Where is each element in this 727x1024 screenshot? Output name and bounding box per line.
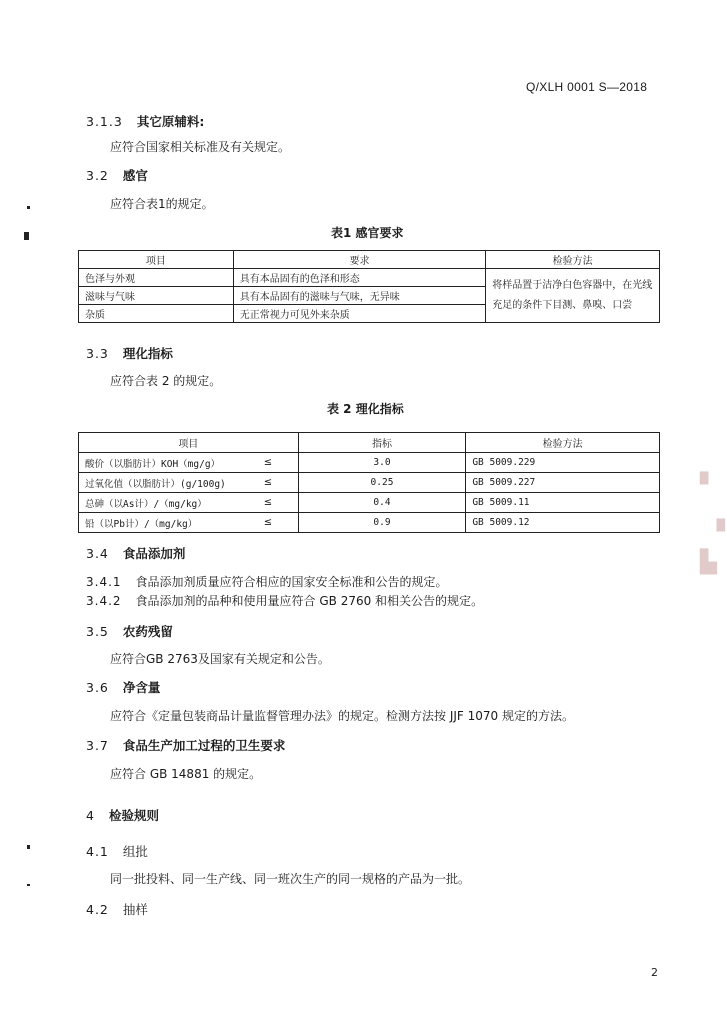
- section-3-1-3: [86, 112, 204, 130]
- page-number: 2: [651, 966, 658, 979]
- section-number: 3.7: [86, 738, 109, 753]
- section-number: 3.4.1: [86, 575, 122, 589]
- table2-operator: ≤: [238, 493, 298, 513]
- table2-header-item: 项目: [79, 433, 299, 453]
- section-3-1-3-text: 应符合国家相关标准及有关规定。: [110, 140, 291, 154]
- section-title: 净含量: [122, 680, 161, 695]
- section-3-5-text: 应符合GB 2763及国家有关规定和公告。: [110, 652, 330, 666]
- scan-mark: [27, 845, 30, 849]
- section-3-7: [86, 736, 285, 754]
- section-title: 农药残留: [122, 624, 173, 639]
- table1-header-requirement: 要求: [233, 251, 486, 269]
- scan-mark: [24, 232, 29, 240]
- table-row: [79, 493, 660, 513]
- table2-item: 过氧化值（以脂肪计）(g/100g): [79, 473, 239, 493]
- table1: [78, 250, 660, 323]
- section-title: 感官: [122, 168, 148, 183]
- table2-operator: ≤: [238, 513, 298, 533]
- table-row: [79, 473, 660, 493]
- section-number: 3.3: [86, 346, 109, 361]
- section-3-3-text: 应符合表 2 的规定。: [110, 374, 222, 388]
- table2-caption: 表 2 理化指标: [327, 402, 404, 416]
- section-3-6-text: 应符合《定量包装商品计量监督管理办法》的规定。检测方法按 JJF 1070 规定的方法。: [110, 709, 574, 723]
- table2-value: 0.9: [298, 513, 466, 533]
- section-3-4: [86, 544, 185, 562]
- section-title: 食品添加剂: [122, 546, 186, 561]
- table1-caption: 表1 感官要求: [331, 226, 404, 240]
- table2-header-value: 指标: [298, 433, 466, 453]
- section-3-3: [86, 344, 173, 362]
- table1-cell: 色泽与外观: [79, 269, 234, 287]
- scan-mark: [27, 206, 30, 209]
- table2-item: 酸价（以脂肪计）KOH（mg/g）: [79, 453, 239, 473]
- section-3-5: [86, 622, 173, 640]
- section-text: 食品添加剂的品种和使用量应符合 GB 2760 和相关公告的规定。: [135, 594, 484, 608]
- section-number: 3.5: [86, 624, 109, 639]
- table1-cell: 杂质: [79, 305, 234, 323]
- section-4-1: [86, 842, 148, 860]
- section-number: 4.1: [86, 844, 109, 859]
- section-title: 检验规则: [108, 808, 159, 823]
- table1-header-row: [79, 251, 660, 269]
- section-title: 其它原辅料:: [136, 114, 205, 129]
- table2-method: GB 5009.229: [466, 453, 660, 473]
- section-number: 4.2: [86, 902, 109, 917]
- section-number: 4: [86, 808, 95, 823]
- section-title: 理化指标: [122, 346, 173, 361]
- table1-cell: 滋味与气味: [79, 287, 234, 305]
- stamp-fragment: ▝: [708, 520, 725, 545]
- table1-cell: 具有本品固有的滋味与气味，无异味: [233, 287, 486, 305]
- section-number: 3.2: [86, 168, 109, 183]
- section-title: 抽样: [122, 902, 148, 917]
- table2-value: 3.0: [298, 453, 466, 473]
- table2-operator: ≤: [238, 473, 298, 493]
- section-3-4-2: [86, 592, 483, 609]
- table2-header-row: [79, 433, 660, 453]
- section-title: 食品生产加工过程的卫生要求: [122, 738, 286, 753]
- section-3-4-1: [86, 573, 448, 590]
- section-3-7-text: 应符合 GB 14881 的规定。: [110, 767, 262, 781]
- table2-header-method: 检验方法: [466, 433, 660, 453]
- section-4-1-text: 同一批投料、同一生产线、同一班次生产的同一规格的产品为一批。: [110, 872, 471, 886]
- table2: [78, 432, 660, 533]
- table2-method: GB 5009.227: [466, 473, 660, 493]
- section-3-2: [86, 166, 148, 184]
- table2-item: 总砷（以As计）/（mg/kg）: [79, 493, 239, 513]
- stamp-fragment: ▙: [700, 550, 717, 575]
- section-number: 3.6: [86, 680, 109, 695]
- section-text: 食品添加剂质量应符合相应的国家安全标准和公告的规定。: [135, 575, 448, 589]
- table2-method: GB 5009.11: [466, 493, 660, 513]
- table2-method: GB 5009.12: [466, 513, 660, 533]
- section-number: 3.4: [86, 546, 109, 561]
- table2-value: 0.25: [298, 473, 466, 493]
- scan-mark: [27, 884, 30, 886]
- section-4-2: [86, 900, 148, 918]
- table1-cell: 无正常视力可见外来杂质: [233, 305, 486, 323]
- table2-operator: ≤: [238, 453, 298, 473]
- section-number: 3.1.3: [86, 114, 123, 129]
- table-row: [79, 513, 660, 533]
- standard-code: Q/XLH 0001 S—2018: [526, 80, 648, 94]
- table1-method-cell: 将样品置于洁净白色容器中，在光线充足的条件下目测、鼻嗅、口尝: [486, 269, 660, 323]
- table2-value: 0.4: [298, 493, 466, 513]
- table1-header-method: 检验方法: [486, 251, 660, 269]
- section-title: 组批: [122, 844, 148, 859]
- section-3-2-text: 应符合表1的规定。: [110, 197, 214, 211]
- table1-header-item: 项目: [79, 251, 234, 269]
- table2-item: 铅（以Pb计）/（mg/kg）: [79, 513, 239, 533]
- table-row: [79, 453, 660, 473]
- section-3-6: [86, 678, 160, 696]
- table-row: [79, 269, 660, 287]
- table1-cell: 具有本品固有的色泽和形态: [233, 269, 486, 287]
- section-number: 3.4.2: [86, 594, 122, 608]
- section-4: [86, 806, 159, 824]
- stamp-fragment: ▖: [700, 460, 717, 485]
